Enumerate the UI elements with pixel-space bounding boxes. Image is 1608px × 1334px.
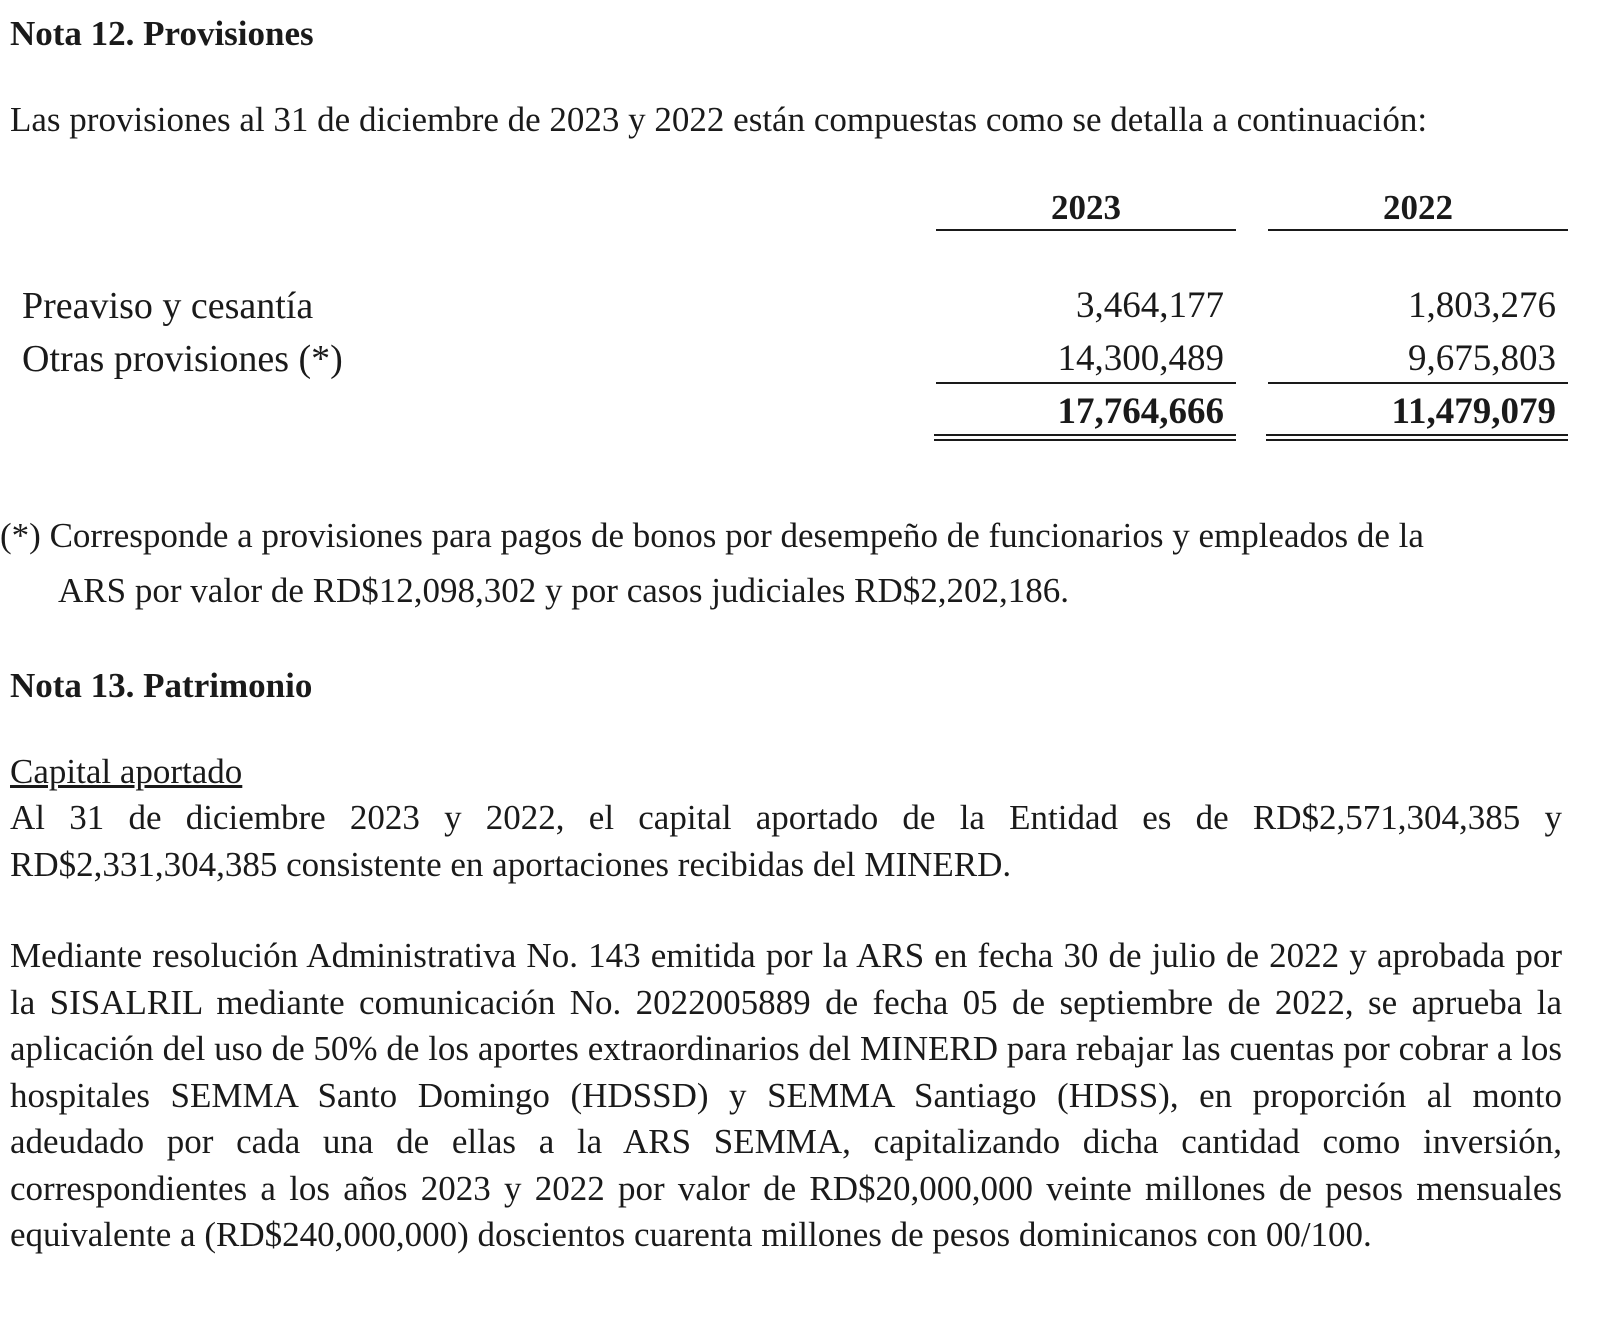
header-underline-2023	[936, 229, 1236, 231]
footnote-text-line1: Corresponde a provisiones para pagos de bonos por desempeño de funcionarios y empleados de la	[49, 516, 1424, 555]
note-13-title: Nota 13. Patrimonio	[10, 666, 313, 705]
capital-aportado-subheading: Capital aportado	[10, 752, 243, 791]
capital-paragraph: Al 31 de diciembre 2023 y 2022, el capital aportado de la Entidad es de RD$2,571,304,385 y RD$2,331,304,385 consistente en aportaciones recibidas del MINERD.	[10, 798, 1562, 884]
subtotal-rule-2023	[936, 382, 1236, 384]
header-underline-2022	[1268, 229, 1568, 231]
footnote-text-line2: ARS por valor de RD$12,098,302 y por casos judiciales RD$2,202,186.	[58, 571, 1070, 610]
column-header-2022: 2022	[1383, 188, 1453, 227]
total-2022: 11,479,079	[1391, 391, 1556, 432]
subtotal-rule-2022	[1268, 382, 1568, 384]
footnote-marker: (*)	[0, 516, 41, 555]
row-label: Preaviso y cesantía	[22, 285, 314, 327]
note-12-title: Nota 12. Provisiones	[10, 14, 314, 53]
total-double-rule-2022	[1266, 434, 1568, 441]
row-value-2023: 14,300,489	[1057, 338, 1224, 379]
row-value-2022: 1,803,276	[1408, 285, 1556, 326]
note-12-intro: Las provisiones al 31 de diciembre de 2023 y 2022 están compuestas como se detalla a continuación:	[10, 100, 1428, 139]
total-2023: 17,764,666	[1057, 391, 1224, 432]
row-value-2023: 3,464,177	[1076, 285, 1224, 326]
column-header-2023: 2023	[1051, 188, 1121, 227]
row-label: Otras provisiones (*)	[22, 338, 343, 380]
footnote	[0, 508, 1560, 618]
row-value-2022: 9,675,803	[1408, 338, 1556, 379]
total-double-rule-2023	[934, 434, 1236, 441]
resolution-paragraph: Mediante resolución Administrativa No. 143 emitida por la ARS en fecha 30 de julio de 2022 y aprobada por la SISALRIL mediante comunicación No. 2022005889 de fecha 05 de septiembre de 2022, se aprueba la aplicación del uso de 50% de los aportes extraordinarios del MINERD para rebajar las cuentas por cobrar a los hospitales SEMMA Santo Domingo (HDSSD) y SEMMA Santiago (HDSS), en proporción al monto adeudado por cada una de ellas a la ARS SEMMA, capitalizando dicha cantidad como inversión, correspondientes a los años 2023 y 2022 por valor de RD$20,000,000 veinte millones de pesos mensuales equivalente a (RD$240,000,000) doscientos cuarenta millones de pesos dominicanos con 00/100.	[10, 936, 1562, 1254]
